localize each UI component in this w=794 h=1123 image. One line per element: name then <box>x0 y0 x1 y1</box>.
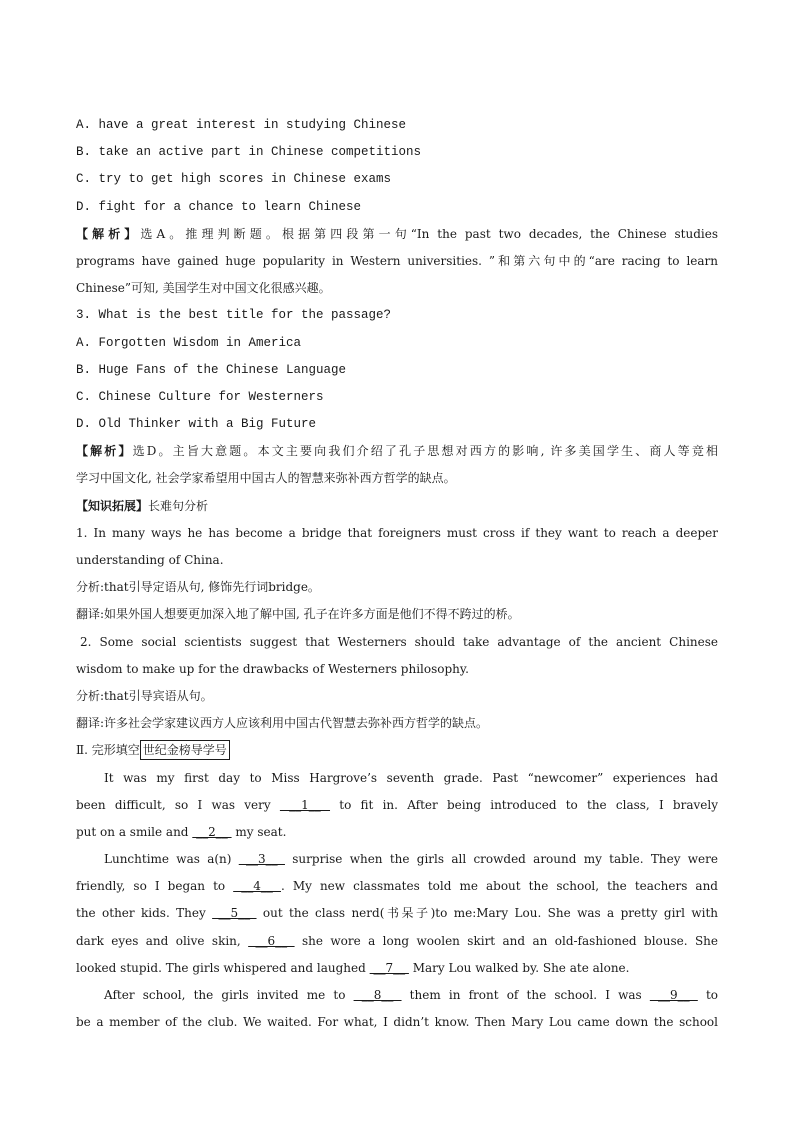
text-fragment: looked stupid. The girls whispered and laughed <box>76 960 370 975</box>
cloze-p3-line-2: be a member of the club. We waited. For what, I didn’t know. Then Mary Lou came down the school <box>76 1015 718 1030</box>
text-fragment: out the class nerd(书呆子)to me:Mary Lou. She was a pretty girl with <box>256 906 718 921</box>
q2-option-d: D. fight for a chance to learn Chinese <box>76 199 362 214</box>
q2-analysis-line-1 <box>76 221 718 248</box>
blank-1: __1__ <box>279 797 331 812</box>
sentence-2-analysis: 分析:that引导宾语从句。 <box>76 688 213 703</box>
blank-9: __9__ <box>649 988 698 1002</box>
q2-analysis-line-2: programs have gained huge popularity in Western universities. ”和第六句中的“are racing to learn <box>76 253 718 268</box>
q3-stem: 3. What is the best title for the passage? <box>76 308 392 323</box>
text-fragment: been difficult, so I was very <box>76 797 280 812</box>
text-fragment: Mary Lou walked by. She ate alone. <box>408 960 630 975</box>
knowledge-label: 【知识拓展】 <box>76 498 149 513</box>
q3-analysis-line-1 <box>76 438 718 465</box>
q2-analysis-line-3: Chinese”可知, 美国学生对中国文化很感兴趣。 <box>76 281 331 296</box>
q2-option-b: B. take an active part in Chinese competitions <box>76 145 422 160</box>
q3-analysis-line-2: 学习中国文化, 社会学家希望用中国古人的智慧来弥补西方哲学的缺点。 <box>76 471 456 486</box>
q3-option-a: A. Forgotten Wisdom in America <box>76 335 302 350</box>
text-fragment: dark eyes and olive skin, <box>76 933 249 948</box>
text-fragment: she wore a long woolen skirt and an old-fashioned blouse. She <box>294 933 718 948</box>
sentence-1-analysis: 分析:that引导定语从句, 修饰先行词bridge。 <box>76 580 320 595</box>
blank-3: __3__ <box>238 852 285 867</box>
sentence-2-translation: 翻译:许多社会学家建议西方人应该利用中国古代智慧去弥补西方哲学的缺点。 <box>76 716 489 731</box>
cloze-p2-line-2 <box>76 873 718 900</box>
text-fragment: Lunchtime was a(n) <box>104 852 239 867</box>
document-page <box>76 112 718 1036</box>
q3-option-d: D. Old Thinker with a Big Future <box>76 417 317 432</box>
text-fragment: my seat. <box>231 824 287 839</box>
cloze-p2-line-5 <box>76 955 718 982</box>
knowledge-title: 长难句分析 <box>148 498 209 513</box>
q3-option-c: C. Chinese Culture for Westerners <box>76 389 324 404</box>
knowledge-heading <box>76 493 718 520</box>
cloze-p2-line-1 <box>76 846 718 873</box>
analysis-label: 【解析】 <box>76 444 133 459</box>
q2-option-c: C. try to get high scores in Chinese exams <box>76 172 392 187</box>
text-fragment: them in front of the school. I was <box>401 988 650 1002</box>
q2-option-a: A. have a great interest in studying Chinese <box>76 118 407 132</box>
blank-5: __5__ <box>212 906 257 921</box>
cloze-p1-line-3 <box>76 819 718 846</box>
cloze-p2-line-4 <box>76 928 718 955</box>
sentence-2-line-2: wisdom to make up for the drawbacks of Westerners philosophy. <box>76 661 469 676</box>
blank-7: __7__ <box>369 960 409 975</box>
q3-option-b: B. Huge Fans of the Chinese Language <box>76 362 347 377</box>
cloze-p1-line-2 <box>76 792 718 819</box>
text-fragment: the other kids. They <box>76 906 213 921</box>
text-fragment: to fit in. After being introduced to the class, I bravely <box>330 797 718 812</box>
section-2-title: Ⅱ. 完形填空 <box>76 743 140 758</box>
analysis-label: 【解析】 <box>76 226 141 241</box>
cloze-p3-line-1 <box>76 982 718 1009</box>
q3-analysis-text-1: 选D。主旨大意题。本文主要向我们介绍了孔子思想对西方的影响, 许多美国学生、商人等竞相 <box>132 444 718 459</box>
blank-6: __6__ <box>248 933 295 948</box>
text-fragment: . My new classmates told me about the school, the teachers and <box>280 879 718 894</box>
text-fragment: friendly, so I began to <box>76 879 234 894</box>
sentence-1-translation: 翻译:如果外国人想要更加深入地了解中国, 孔子在许多方面是他们不得不跨过的桥。 <box>76 607 520 622</box>
blank-8: __8__ <box>353 988 402 1002</box>
text-fragment: to <box>697 988 718 1002</box>
boxed-label: 世纪金榜导学号 <box>140 740 230 760</box>
cloze-p2-line-3 <box>76 900 718 927</box>
text-fragment: After school, the girls invited me to <box>104 988 354 1002</box>
text-fragment: surprise when the girls all crowded around my table. They were <box>284 852 718 867</box>
cloze-p1-line-1: It was my first day to Miss Hargrove’s seventh grade. Past “newcomer” experiences had <box>104 770 718 785</box>
sentence-1-line-2: understanding of China. <box>76 553 224 567</box>
blank-2: __2__ <box>192 824 232 839</box>
sentence-2-line-1: 2. Some social scientists suggest that Westerners should take advantage of the ancient Chinese <box>80 634 718 649</box>
sentence-1-line-1: 1. In many ways he has become a bridge that foreigners must cross if they want to reach a deeper <box>76 525 718 540</box>
q2-analysis-text-1: 选A。推理判断题。根据第四段第一句“In the past two decades, the Chinese studies <box>140 226 718 241</box>
text-fragment: put on a smile and <box>76 824 193 839</box>
blank-4: __4__ <box>233 879 281 894</box>
section-2-heading <box>76 737 718 764</box>
